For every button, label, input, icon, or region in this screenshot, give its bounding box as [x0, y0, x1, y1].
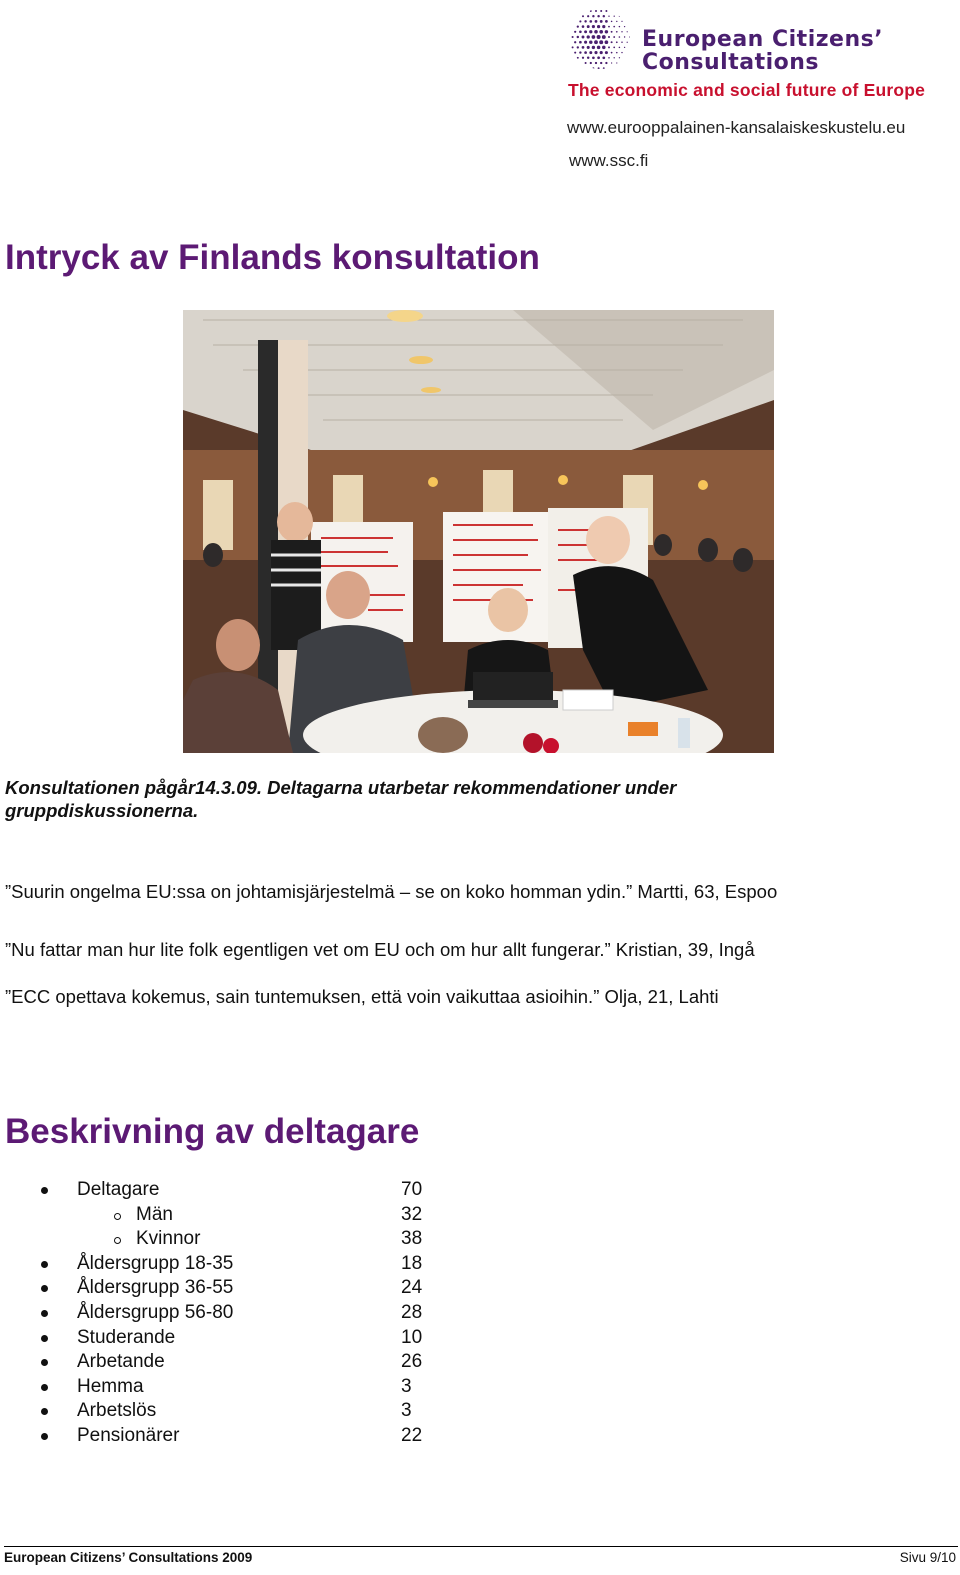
list-item	[0, 1350, 500, 1375]
list-item	[0, 1252, 500, 1277]
consultation-photo	[183, 310, 774, 753]
quote-1	[5, 881, 777, 903]
section-title-participants: Beskrivning av deltagare	[5, 1112, 420, 1151]
quote-text: ”ECC opettava kokemus, sain tuntemuksen, että voin vaikuttaa asioihin.”	[5, 986, 600, 1007]
list-item	[0, 1227, 500, 1252]
circle-bullet-icon	[114, 1213, 121, 1220]
item-label: Åldersgrupp 56-80	[77, 1301, 234, 1323]
quote-author: Kristian, 39, Ingå	[610, 939, 755, 960]
bullet-icon	[41, 1408, 48, 1415]
photo-illustration	[183, 310, 774, 753]
bullet-icon	[41, 1335, 48, 1342]
photo-caption: Konsultationen pågår14.3.09. Deltagarna utarbetar rekommendationer under gruppdiskussionerna.	[5, 777, 677, 821]
bullet-icon	[41, 1187, 48, 1194]
footer-title: European Citizens’ Consultations 2009	[4, 1550, 253, 1565]
page-number: Sivu 9/10	[899, 1550, 956, 1565]
bullet-icon	[41, 1359, 48, 1366]
item-value: 3	[401, 1400, 412, 1422]
quote-author: Olja, 21, Lahti	[599, 986, 719, 1007]
item-label: Åldersgrupp 36-55	[77, 1277, 234, 1299]
list-item	[0, 1276, 500, 1301]
item-value: 28	[401, 1301, 423, 1323]
footer-divider	[4, 1546, 958, 1547]
list-item	[0, 1399, 500, 1424]
item-label: Kvinnor	[136, 1228, 201, 1250]
bullet-icon	[41, 1384, 48, 1391]
item-value: 3	[401, 1375, 412, 1397]
website-url-1[interactable]: www.eurooppalainen-kansalaiskeskustelu.eu	[567, 118, 906, 137]
list-item	[0, 1301, 500, 1326]
list-item	[0, 1326, 500, 1351]
list-item	[0, 1375, 500, 1400]
item-label: Pensionärer	[77, 1424, 180, 1446]
quote-text: ”Nu fattar man hur lite folk egentligen vet om EU och om hur allt fungerar.”	[5, 939, 611, 960]
bullet-icon	[41, 1285, 48, 1292]
logo-title-line2: Consultations	[642, 50, 820, 75]
website-url-2[interactable]: www.ssc.fi	[569, 151, 649, 170]
participants-list	[0, 1178, 500, 1449]
ecc-logo	[566, 8, 956, 108]
list-item	[0, 1203, 500, 1228]
item-label: Deltagare	[77, 1179, 160, 1200]
list-item	[0, 1424, 500, 1449]
quote-author: Martti, 63, Espoo	[632, 881, 778, 902]
item-label: Arbetslös	[77, 1400, 157, 1422]
item-label: Män	[136, 1203, 173, 1225]
item-value: 70	[401, 1179, 423, 1200]
bullet-icon	[41, 1261, 48, 1268]
list-item	[0, 1178, 500, 1203]
item-label: Studerande	[77, 1326, 176, 1348]
item-value: 10	[401, 1326, 423, 1348]
quote-text: ”Suurin ongelma EU:ssa on johtamisjärjestelmä – se on koko homman ydin.”	[5, 881, 633, 902]
bullet-icon	[41, 1310, 48, 1317]
item-label: Arbetande	[77, 1351, 165, 1373]
logo-tagline: The economic and social future of Europe	[568, 80, 926, 100]
section-title-impressions: Intryck av Finlands konsultation	[5, 238, 540, 277]
item-label: Åldersgrupp 18-35	[77, 1252, 234, 1274]
circle-bullet-icon	[114, 1237, 121, 1244]
globe-dots-icon	[566, 8, 634, 72]
item-value: 32	[401, 1203, 423, 1225]
logo-title-line1: European Citizens’	[642, 27, 884, 52]
item-value: 22	[401, 1424, 423, 1446]
item-value: 38	[401, 1228, 423, 1250]
quote-2	[5, 939, 755, 961]
quote-3	[5, 986, 719, 1008]
item-value: 24	[401, 1277, 423, 1299]
item-value: 26	[401, 1351, 423, 1373]
item-label: Hemma	[77, 1375, 144, 1397]
bullet-icon	[41, 1433, 48, 1440]
item-value: 18	[401, 1252, 423, 1274]
